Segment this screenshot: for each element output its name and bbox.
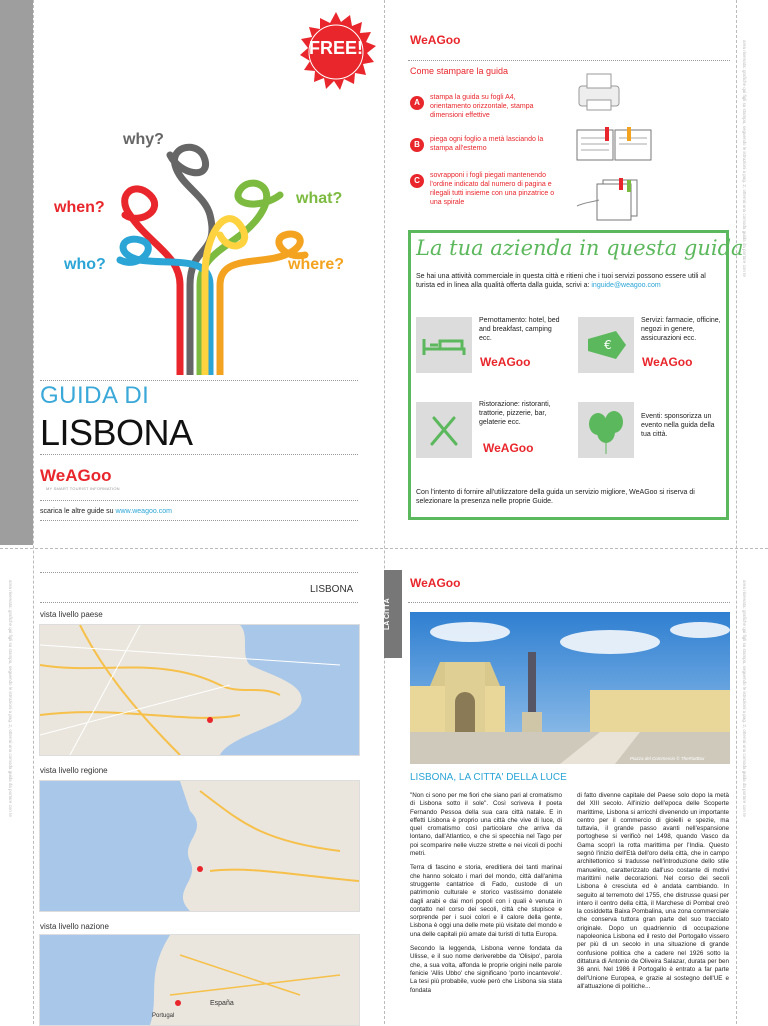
map-nation-label: vista livello nazione: [40, 922, 109, 931]
print-rule: [408, 60, 730, 61]
cut-line-left: [33, 0, 34, 1024]
where-label: where?: [288, 256, 345, 273]
business-item-food: Ristorazione: ristoranti, trattorie, pizzerie, bar, gelaterie ecc.: [479, 401, 551, 426]
article-column-2: [577, 792, 729, 1024]
svg-text:€: €: [604, 338, 612, 352]
why-label: why?: [123, 131, 164, 148]
who-label: who?: [64, 256, 106, 273]
country-level-map[interactable]: [39, 624, 360, 756]
when-label: when?: [54, 199, 105, 216]
business-email[interactable]: inguide@weagoo.com: [591, 282, 661, 289]
praca-do-comercio-photo: [410, 612, 730, 764]
free-badge-text: FREE!: [309, 38, 363, 58]
nation-level-map[interactable]: [39, 934, 360, 1026]
article-paragraph: Terra di fascino e storia, ereditiera dei tanti marinai che hanno solcato i mari del mondo, città dall'anima struggente cantatrice di Fado, custode di un patrimonio culturale e storico vastissimo donatele dagli arabi e dai mori popoli con i quali è venuta in contatto nel corso dei secoli, città che stupisce e sorprende per i suoi colori e il calore della gente, Lisbona è oggi una delle mete più visitate del mondo e una delle capitali più amate dai turisti di tutta Europa.: [410, 864, 562, 938]
printer-icon: [574, 72, 624, 112]
balloons-icon: [578, 402, 634, 458]
services-badge: WeAGoo: [642, 355, 693, 369]
section-tab-label: LA CITTÀ: [384, 598, 391, 630]
article-logo: WeAGoo: [410, 576, 461, 590]
weagoo-tagline: MY SMART TOURIST INFORMATION: [46, 486, 120, 491]
maps-rule-header: [40, 602, 358, 603]
stapled-pages-icon: [575, 176, 645, 221]
city-title: LISBONA: [40, 412, 193, 453]
fork-knife-icon: [416, 402, 472, 458]
print-title: Come stampare la guida: [410, 66, 509, 76]
article-paragraph: "Non ci sono per me fiori che siano pari al cromatismo di Lisbona sotto il sole". Così scriveva il poeta Fernando Pessoa della sua cara città natale. E in effetti Lisbona è proprio una città che vive di luce, di quel cromatismo così particolare che arriva da lontano, dall'Atlantico, e che si specchia nel Tago per poi scomparire nelle viuzze strette e nei vicoli di pochi metri.: [410, 792, 562, 858]
side-note: area riservata: grafiche qui figli su stampa, seguendo le istruzioni a pag. 2, otterrai una comoda guida da portare con te: [742, 40, 747, 277]
article-paragraph: di fatto divenne capitale del Paese solo dopo la metà del XIII secolo. All'inizio dell'epoca delle Scoperte marittime, Lisbona si arricchì divenendo un importante centro per il commercio di gioielli e spezie, ma tuttavia, il grande passo avanti nell'espansione portoghese si verificò nel 1498, quando Vasco da Gama scoprì la rotta marittima per l'India. Questo segnò l'inizio dell'Età dell'oro della città, che in campo architettonico si tradusse nell'introduzione dello stile manuelino, caratterizzato dall'uso costante di motivi marittimi nelle decorazioni. Nel corso dei secoli Lisbona è cresciuta ed è andata cambiando. In seguito al terremoto del 1755, che distrusse quasi per intero il centro della città, il Marchese di Pombal creò la cosiddetta Baixa Pombalina, una zona commerciale che conserva tuttora gran parte del suo tracciato originale. Dopo un quadriennio di occupazione napoleonica Lisbona ed il resto del Portogallo vissero per più di un secolo in una situazione di grande confusione politica che a cadere nel 1926 sotto la dittatura di Antonio de Oliveira Salazar, durata per ben 36 anni. Nel 1986 il Portogallo è entrato a far parte dell'Unione Europea, e grazie al sostegno dell'UE e all'attuazione di politiche...: [577, 792, 729, 990]
business-footer: Con l'intento di fornire all'utilizzatore della guida un servizio migliore, WeAGoo si riserva di selezionare la presenza nelle proprie Guide.: [416, 489, 695, 505]
business-intro: [416, 272, 724, 290]
map-label-portugal: Portugal: [152, 1013, 175, 1019]
cover-rule-mid: [40, 454, 358, 455]
lodging-badge: WeAGoo: [480, 355, 531, 369]
step-c-marker: C: [410, 174, 424, 188]
fold-line-vertical: [384, 0, 385, 1024]
photo-caption: Piazza del Commercio © TheRiotBox: [630, 756, 705, 761]
folded-sheet-icon: [575, 124, 655, 164]
business-item-lodging: Pernottamento: hotel, bed and breakfast, camping ecc.: [479, 317, 560, 342]
map-region-label: vista livello regione: [40, 766, 108, 775]
map-country-label: vista livello paese: [40, 610, 103, 619]
article-paragraph: Secondo la leggenda, Lisbona venne fondata da Ulisse, e il suo nome deriverebbe da 'Olisipo', parola che, a sua volta, affonda le proprie origini nelle parole fenicie 'Allis Ubbo' che significano 'porto incantevole'. La tesi più probabile, vuole però che Lisbona sia stata fondata: [410, 945, 562, 994]
business-item-events: Eventi: sponsorizza un evento nella guida della tua città.: [641, 413, 715, 438]
download-line: [40, 507, 172, 516]
cover-rule-top: [40, 380, 358, 381]
cover-rule-end: [40, 520, 358, 521]
download-prefix: scarica le altre guide su: [40, 508, 114, 515]
maps-rule-top: [40, 572, 358, 573]
bed-icon: [416, 317, 472, 373]
print-logo: WeAGoo: [410, 33, 461, 47]
article-column-1: [410, 792, 562, 1024]
business-title: La tua azienda in questa guida: [416, 236, 744, 260]
region-level-map[interactable]: [39, 780, 360, 912]
cover-rule-bottom: [40, 500, 358, 501]
guide-label: GUIDA DI: [40, 382, 150, 409]
side-note-left: area riservata: grafiche qui figli su stampa, seguendo le istruzioni a pag. 2, otterrai una comoda guida da portare con te: [8, 580, 13, 817]
step-b-marker: B: [410, 138, 424, 152]
article-title: LISBONA, LA CITTA' DELLA LUCE: [410, 772, 567, 783]
step-a-marker: A: [410, 96, 424, 110]
what-label: what?: [296, 190, 343, 207]
business-intro-text: Se hai una attività commerciale in questa città e ritieni che i tuoi servizi possono essere utili al turista ed in linea alla qualità offerta dalla guida, scrivi a:: [416, 273, 706, 289]
step-a-text: stampa la guida su fogli A4, orientamento orizzontale, stampa dimensioni effettive: [430, 94, 534, 119]
map-label-espana: España: [210, 1000, 234, 1007]
download-link[interactable]: www.weagoo.com: [115, 508, 172, 515]
cover-side-strip: [0, 0, 33, 545]
euro-tag-icon: [578, 317, 634, 373]
step-b-text: piega ogni foglio a metà lasciando la stampa all'esterno: [430, 136, 544, 152]
side-note-right: area riservata: grafiche qui figli su stampa, seguendo le istruzioni a pag. 2, otterrai una comoda guida da portare con te: [742, 580, 747, 817]
cut-line-right: [736, 0, 737, 1024]
business-item-services: Servizi: farmacie, officine, negozi in genere, assicurazioni ecc.: [641, 317, 721, 342]
weagoo-logo: WeAGoo: [40, 466, 112, 485]
article-rule: [408, 602, 730, 603]
question-tree-illustration: [110, 135, 350, 375]
food-badge: WeAGoo: [483, 441, 534, 455]
fold-line-horizontal: [0, 548, 768, 549]
step-c-text: sovrapponi i fogli piegati mantenendo l'ordine indicato dal numero di pagina e rilegali tutti insieme con una pinzatrice o una spirale: [430, 172, 555, 206]
maps-city-header: LISBONA: [310, 584, 354, 595]
